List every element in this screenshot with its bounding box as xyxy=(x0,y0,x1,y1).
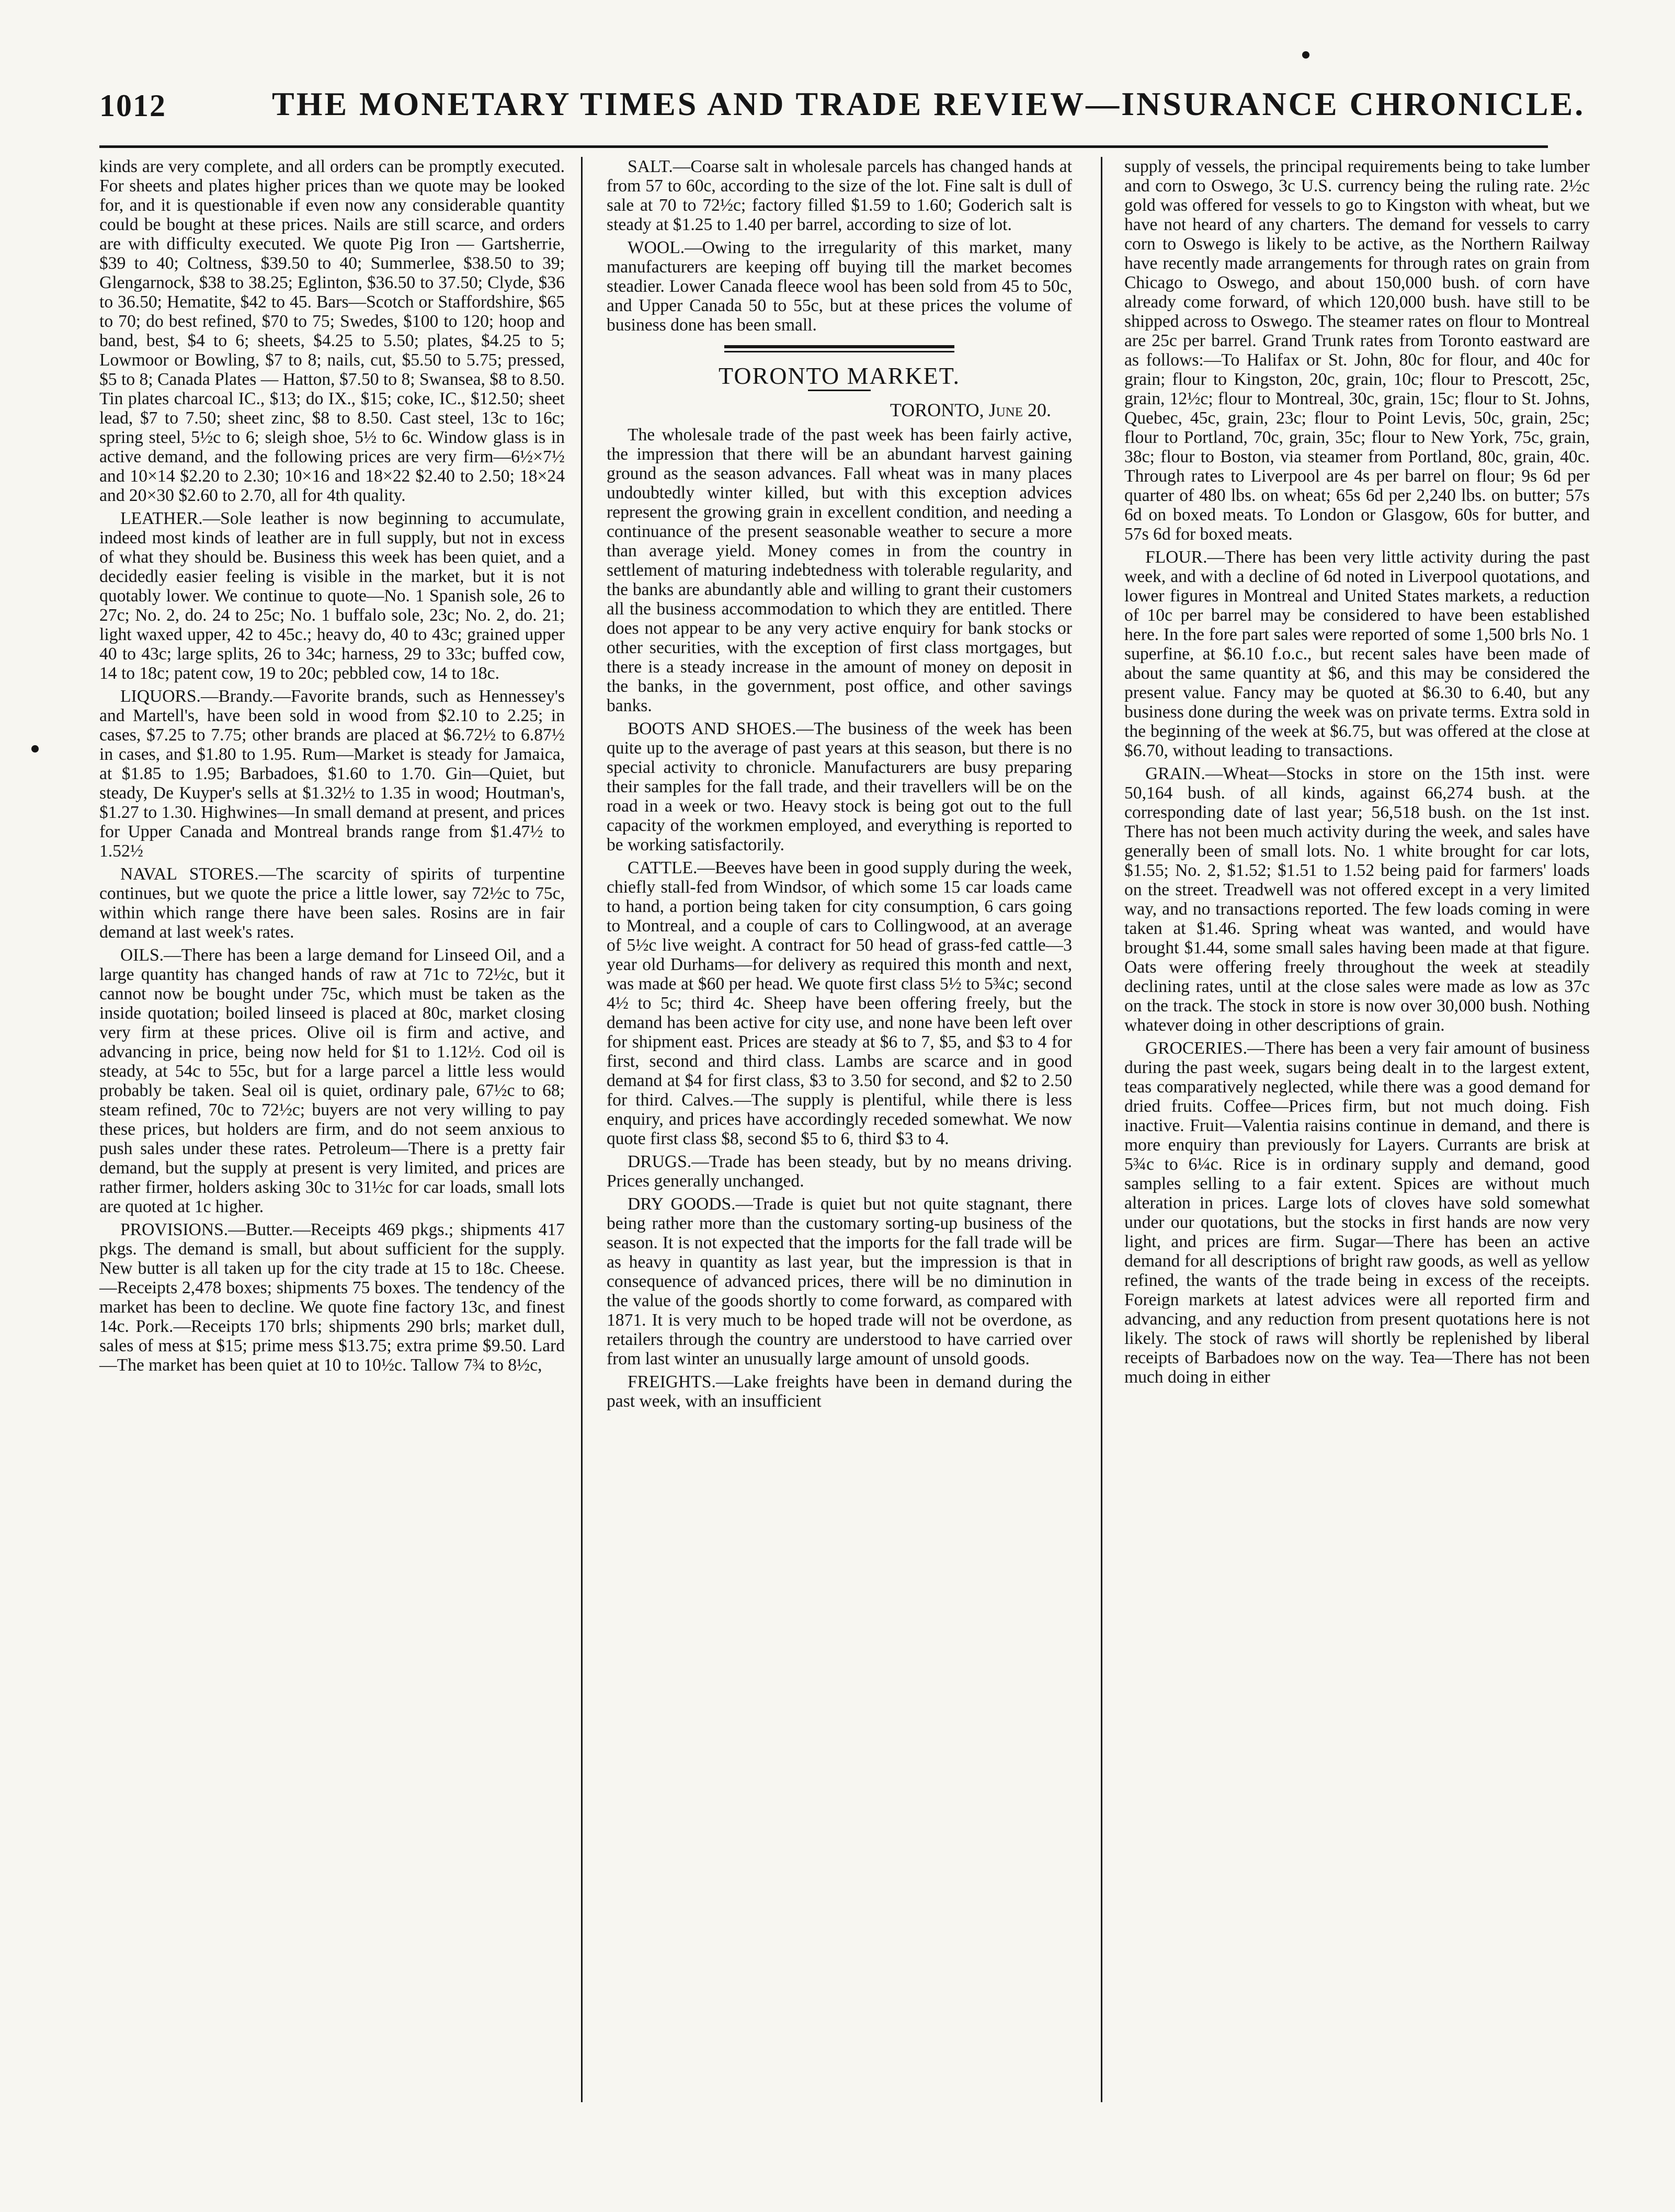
paragraph: DRY GOODS.—Trade is quiet but not quite stagnant, there being rather more than the customary sorting-up business of the season. It is not expected that the imports for the fall trade will be as heavy in quantity as last year, but the impression is that in consequence of advanced prices, there will be no diminution in the value of the goods shortly to come forward, as compared with 1871. It is very much to be hoped trade will not be overdone, as retailers through the country are understood to have carried over from last winter an unusually large amount of unsold goods. xyxy=(607,1194,1072,1369)
column-rule-2 xyxy=(1101,157,1102,2102)
paragraph: WOOL.—Owing to the irregularity of this market, many manufacturers are keeping off buying till the market becomes steadier. Lower Canada fleece wool has been sold from 45 to 50c, and Upper Canada 50 to 55c, but at these prices the volume of business done has been small. xyxy=(607,238,1072,335)
ink-dot xyxy=(31,745,39,752)
paragraph: GRAIN.—Wheat—Stocks in store on the 15th inst. were 50,164 bush. of all kinds, against 66,274 bush. at the corresponding date of last year; 56,518 bush. on the 1st inst. There has not been much activity during the week, and sales have generally been of small lots. No. 1 white brought for car lots, $1.55; No. 2, $1.52; $1.51 to 1.52 being paid for farmers' loads on the street. Treadwell was not offered except in a very limited way, and no transactions reported. The few loads coming in were taken at $1.46. Spring wheat was wanted, and would have brought $1.44, some small sales having been made at that figure. Oats were offering freely throughout the week at steadily declining rates, until at the close sales were made as low as 37c on the track. The stock in store is now over 30,000 bush. Nothing whatever doing in other descriptions of grain. xyxy=(1124,764,1590,1035)
paragraph: supply of vessels, the principal requirements being to take lumber and corn to Oswego, 3c U.S. currency being the ruling rate. 2½c gold was offered for vessels to go to Kingston with wheat, but we have not heard of any charters. The demand for vessels to carry corn to Oswego is likely to be active, as the Northern Railway have recently made arrangements for through rates on grain from Chicago to Oswego, and about 150,000 bush. of corn have already come forward, of which 120,000 bush. have still to be shipped across to Oswego. The steamer rates on flour to Montreal are 25c per barrel. Grand Trunk rates from Toronto eastward are as follows:—To Halifax or St. John, 80c for flour, and 40c for grain; flour to Kingston, 20c, grain, 10c; flour to Prescott, 25c, grain, 12½c; flour to Montreal, 30c, grain, 15c; flour to St. Johns, Quebec, 45c, grain, 23c; flour to Point Levis, 50c, grain, 25c; flour to Portland, 70c, grain, 35c; flour to New York, 75c, grain, 38c; flour to Boston, via steamer from Portland, 80c, grain, 40c. Through rates to Liverpool are 4s per barrel on flour; 9s 6d per quarter of 480 lbs. on wheat; 65s 6d per 2,240 lbs. on butter; 57s 6d on boxed meats. To London or Glasgow, 60s for butter, and 57s 6d for boxed meats. xyxy=(1124,157,1590,544)
header-rule xyxy=(99,145,1548,148)
column-rule-1 xyxy=(581,157,583,2102)
column-1 xyxy=(99,157,565,1378)
heading-rule xyxy=(808,390,871,391)
dateline: TORONTO, June 20. xyxy=(890,400,1051,420)
paragraph: FLOUR.—There has been very little activity during the past week, and with a decline of 6d noted in Liverpool quotations, and lower figures in Montreal and United States markets, a reduction of 10c per barrel may be considered to have been established here. In the fore part sales were reported of some 1,500 brls No. 1 superfine, at $6.10 f.o.c., but recent sales have been made of about the same quantity at $6, and this may be considered the present value. Fancy may be quoted at $6.30 to 6.40, but any business done during the week was on private terms. Extra sold in the beginning of the week at $6.75, but was offered at the close at $6.70, without leading to transactions. xyxy=(1124,548,1590,760)
paragraph: OILS.—There has been a large demand for Linseed Oil, and a large quantity has changed hands of raw at 71c to 72½c, but it cannot now be bought under 75c, which must be taken as the inside quotation; boiled linseed is placed at 80c, market closing very firm at these prices. Olive oil is firm and active, and advancing in price, being now held for $1 to 1.12½. Cod oil is steady, at 54c to 55c, but for a large parcel a little less would probably be taken. Seal oil is quiet, ordinary pale, 67½c to 68; steam refined, 70c to 72½c; buyers are not very willing to pay these prices, but holders are firm, and do not seem anxious to push sales under these rates. Petroleum—There is a pretty fair demand, but the supply at present is very limited, and prices are rather firmer, holders asking 30c to 31½c for car loads, small lots are quoted at 1c higher. xyxy=(99,945,565,1216)
ink-dot xyxy=(1302,51,1309,59)
paragraph: LIQUORS.—Brandy.—Favorite brands, such as Hennessey's and Martell's, have been sold in wood from $2.10 to 2.25; in cases, $7.25 to 7.75; other brands are placed at $6.72½ to 6.87½ in cases, and $1.80 to 1.95. Rum—Market is steady for Jamaica, at $1.85 to 1.95; Barbadoes, $1.60 to 1.70. Gin—Quiet, but steady, De Kuyper's sells at $1.32½ to 1.35 in wood; Houtman's, $1.27 to 1.30. Highwines—In small demand at present, and prices for Upper Canada and Montreal brands range from $1.47½ to 1.52½ xyxy=(99,687,565,861)
paragraph: DRUGS.—Trade has been steady, but by no means driving. Prices generally unchanged. xyxy=(607,1152,1072,1191)
paragraph: NAVAL STORES.—The scarcity of spirits of turpentine continues, but we quote the price a little lower, say 72½c to 75c, within which range there have been sales. Rosins are in fair demand at last week's rates. xyxy=(99,864,565,942)
running-title: THE MONETARY TIMES AND TRADE REVIEW—INSURANCE CHRONICLE. xyxy=(272,85,1586,122)
page-header xyxy=(99,78,1586,136)
paragraph: BOOTS AND SHOES.—The business of the week has been quite up to the average of past years at this season, but there is no special activity to chronicle. Manufacturers are busy preparing their samples for the fall trade, and their travellers will be on the road in a week or two. Heavy stock is being got out to the full capacity of the workmen employed, and everything is reported to be working satisfactorily. xyxy=(607,719,1072,854)
page-number: 1012 xyxy=(99,88,166,123)
paragraph: LEATHER.—Sole leather is now beginning to accumulate, indeed most kinds of leather are in full supply, but not in excess of what they should be. Business this week has been quiet, and a decidedly easier feeling is visible in the market, but it is not quotably lower. We continue to quote—No. 1 Spanish sole, 26 to 27c; No. 2, do. 24 to 25c; No. 1 buffalo sole, 23c; No. 2, do. 21; light waxed upper, 42 to 45c.; heavy do, 40 to 43c; grained upper 40 to 43c; large splits, 26 to 34c; harness, 29 to 33c; buffed cow, 14 to 18c; patent cow, 19 to 20c; pebbled cow, 14 to 18c. xyxy=(99,509,565,683)
column-3 xyxy=(1124,157,1590,1390)
paragraph: The wholesale trade of the past week has been fairly active, the impression that there will be an abundant harvest gaining ground as the season advances. Fall wheat was in many places undoubtedly winter killed, but with this exception advices represent the growing grain in excellent condition, and needing a continuance of the present seasonable weather to secure a more than average yield. Money comes in from the country in settlement of maturing indebtedness with tolerable regularity, and the banks are abundantly able and willing to grant their customers all the business accommodation to which they are entitled. There does not appear to be any very active enquiry for bank stocks or other securities, with the exception of first class mortgages, but there is a steady increase in the amount of money on deposit in the banks, in the government, post office, and other savings banks. xyxy=(607,425,1072,715)
column-2 xyxy=(607,157,1072,1415)
section-divider xyxy=(724,344,954,356)
paragraph: SALT.—Coarse salt in wholesale parcels has changed hands at from 57 to 60c, according to the size of the lot. Fine salt is dull of sale at 70 to 72½c; factory filled $1.59 to 1.60; Goderich salt is steady at $1.25 to 1.40 per barrel, according to size of lot. xyxy=(607,157,1072,234)
paragraph: GROCERIES.—There has been a very fair amount of business during the past week, sugars being dealt in to the largest extent, teas comparatively neglected, while there was a good demand for dried fruits. Coffee—Prices firm, but not much doing. Fish inactive. Fruit—Valentia raisins continue in demand, and there is more enquiry than previously for Layers. Currants are brisk at 5¾c to 6¼c. Rice is in ordinary supply and demand, good samples selling to a fair extent. Spices are without much alteration in prices. Large lots of cloves have sold somewhat under our quotations, but the stocks in first hands are now very light, and prices are firm. Sugar—There has been an active demand for all descriptions of bright raw goods, as well as yellow refined, the wants of the trade being in excess of the receipts. Foreign markets at latest advices were all reported firm and advancing, and any reduction from present quotations here is not likely. The stock of raws will shortly be replenished by liberal receipts of Barbadoes now on the way. Tea—There has not been much doing in either xyxy=(1124,1039,1590,1387)
paragraph: PROVISIONS.—Butter.—Receipts 469 pkgs.; shipments 417 pkgs. The demand is small, but about sufficient for the supply. New butter is all taken up for the city trade at 15 to 18c. Cheese.—Receipts 2,478 boxes; shipments 75 boxes. The tendency of the market has been to decline. We quote fine factory 13c, and finest 14c. Pork.—Receipts 170 brls; shipments 290 brls; market dull, sales of mess at $15; prime mess $13.75; extra prime $9.50. Lard—The market has been quiet at 10 to 10½c. Tallow 7¾ to 8½c, xyxy=(99,1220,565,1375)
paragraph: kinds are very complete, and all orders can be promptly executed. For sheets and plates higher prices than we quote may be looked for, and it is questionable if even now any considerable quantity could be bought at these prices. Nails are still scarce, and orders are with difficulty executed. We quote Pig Iron — Gartsherrie, $39 to 40; Coltness, $39.50 to 40; Summerlee, $38.50 to 39; Glengarnock, $38 to 38.25; Eglinton, $36.50 to 37.50; Clyde, $36 to 36.50; Hematite, $42 to 45. Bars—Scotch or Staffordshire, $65 to 70; do best refined, $70 to 75; Swedes, $100 to 120; hoop and band, best, $4 to 6; sheets, $4.25 to 5.50; plates, $4.25 to 5; Lowmoor or Bowling, $7 to 8; nails, cut, $5.50 to 5.75; pressed, $5 to 8; Canada Plates — Hatton, $7.50 to 8; Swansea, $8 to 8.50. Tin plates charcoal IC., $13; do IX., $15; coke, IC., $12.50; sheet lead, $7 to 7.50; sheet zinc, $8 to 8.50. Cast steel, 13c to 16c; spring steel, 5½c to 6; sleigh shoe, 5½ to 6c. Window glass is in active demand, and the following prices are very firm—6½×7½ and 10×14 $2.20 to 2.30; 10×16 and 18×22 $2.40 to 2.50; 18×24 and 20×30 $2.60 to 2.70, all for 4th quality. xyxy=(99,157,565,505)
paragraph: CATTLE.—Beeves have been in good supply during the week, chiefly stall-fed from Windsor, of which some 15 car loads came to hand, a portion being taken for city consumption, 6 cars going to Montreal, and a couple of cars to Collingwood, at an average of 5½c live weight. A contract for 50 head of grass-fed cattle—3 year old Durhams—for delivery as required this month and next, was made at $60 per head. We quote first class 5½ to 5¾c; second 4½ to 5c; third 4c. Sheep have been offering freely, but the demand has been active for city use, and none have been left over for shipment east. Prices are steady at $6 to 7, $5, and $3 to 4 for first, second and third class. Lambs are scarce and in good demand at $4 for first class, $3 to 3.50 for second, and $2 to 2.50 for third. Calves.—The supply is plentiful, while there is less enquiry, and prices have accordingly receded somewhat. We now quote first class $8, second $5 to 6, third $3 to 4. xyxy=(607,858,1072,1148)
section-heading: TORONTO MARKET. xyxy=(719,362,960,389)
paragraph: FREIGHTS.—Lake freights have been in demand during the past week, with an insufficient xyxy=(607,1372,1072,1411)
